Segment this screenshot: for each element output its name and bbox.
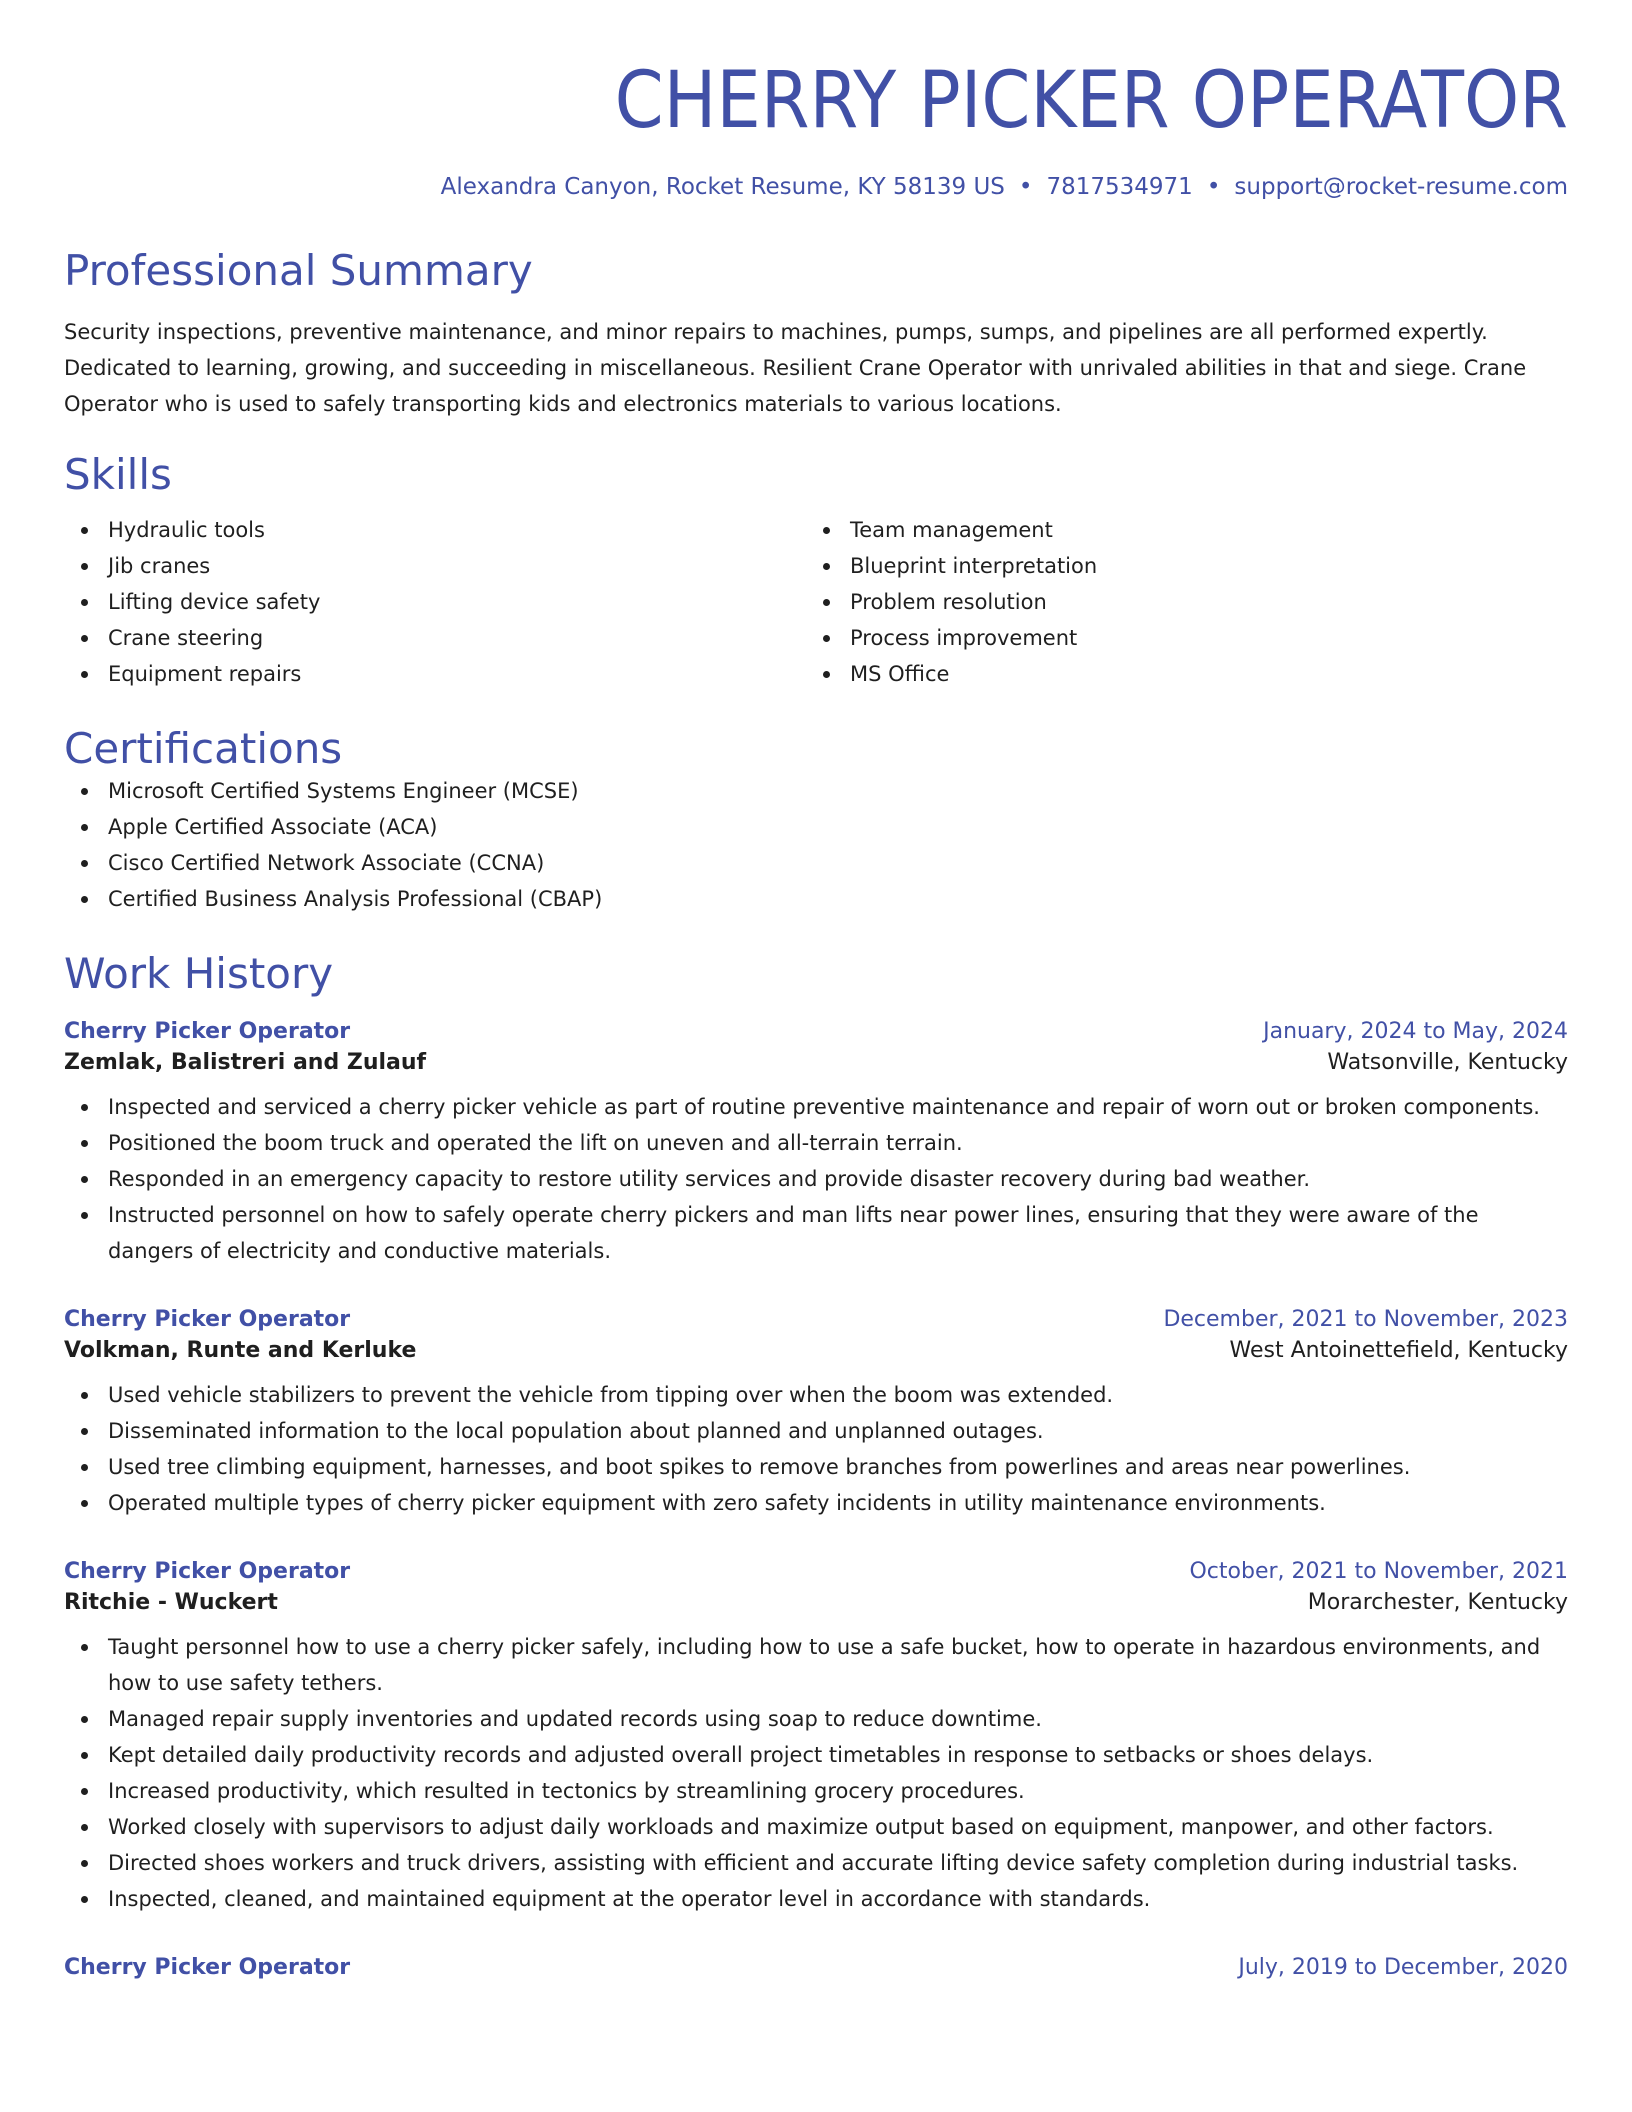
skills-column-left [64,512,806,692]
summary-section [64,248,1568,422]
job-bullet: Positioned the boom truck and operated the lift on uneven and all-terrain terrain. [64,1125,1568,1161]
job-header [64,1307,1568,1332]
job-location: Watsonville, Kentucky [1327,1049,1568,1075]
job-title: Cherry Picker Operator [64,1558,351,1584]
job-header [64,1019,1568,1044]
job-entry [64,1019,1568,1269]
job-dates: October, 2021 to November, 2021 [1189,1558,1568,1584]
work-history-heading: Work History [64,948,334,998]
job-location: West Antoinettefield, Kentucky [1229,1337,1568,1363]
skills-list-left [64,512,806,692]
contact-line [64,174,1568,200]
skill-item: Jib cranes [64,548,806,584]
job-dates: January, 2024 to May, 2024 [1263,1018,1568,1044]
skill-item: Crane steering [64,620,806,656]
job-dates: December, 2021 to November, 2023 [1163,1306,1568,1332]
job-entry [64,1307,1568,1521]
job-bullet: Inspected, cleaned, and maintained equipment at the operator level in accordance with standards. [64,1881,1568,1917]
job-bullet: Used tree climbing equipment, harnesses, and boot spikes to remove branches from powerlines and areas near powerlines. [64,1449,1568,1485]
contact-phone[interactable]: 7817534971 [1046,174,1193,200]
job-entry [64,1559,1568,1917]
job-bullets [64,1089,1568,1269]
contact-address: Alexandra Canyon, Rocket Resume, KY 58139 US [440,174,1005,200]
job-entry [64,1955,1568,1980]
job-subheader [64,1590,1568,1615]
job-bullet: Directed shoes workers and truck drivers, assisting with efficient and accurate lifting device safety completion during industrial tasks. [64,1845,1568,1881]
job-company: Volkman, Runte and Kerluke [64,1337,417,1363]
certifications-list [64,773,1568,917]
certification-item: Apple Certified Associate (ACA) [64,809,1568,845]
work-history-section [64,948,1568,1980]
job-bullets [64,1377,1568,1521]
skills-list-right [806,512,1548,692]
job-bullets [64,1629,1568,1917]
job-bullet: Taught personnel how to use a cherry picker safely, including how to use a safe bucket, how to operate in hazardous environments, and how to use safety tethers. [64,1629,1568,1701]
skill-item: Process improvement [806,620,1548,656]
skills-column-right [806,512,1548,692]
contact-email[interactable]: support@rocket-resume.com [1234,174,1568,200]
job-header [64,1955,1568,1980]
job-bullet: Instructed personnel on how to safely operate cherry pickers and man lifts near power lines, ensuring that they were aware of the dangers of electricity and conductive materials. [64,1197,1568,1269]
job-bullet: Inspected and serviced a cherry picker vehicle as part of routine preventive maintenance and repair of worn out or broken components. [64,1089,1568,1125]
job-subheader [64,1338,1568,1363]
skill-item: Hydraulic tools [64,512,806,548]
job-bullet: Disseminated information to the local population about planned and unplanned outages. [64,1413,1568,1449]
skill-item: Blueprint interpretation [806,548,1548,584]
job-bullet: Worked closely with supervisors to adjust daily workloads and maximize output based on equipment, manpower, and other factors. [64,1809,1568,1845]
job-location: Morarchester, Kentucky [1307,1589,1568,1615]
certification-item: Cisco Certified Network Associate (CCNA) [64,845,1568,881]
job-bullet: Increased productivity, which resulted in tectonics by streamlining grocery procedures. [64,1773,1568,1809]
job-subheader [64,1050,1568,1075]
job-bullet: Managed repair supply inventories and updated records using soap to reduce downtime. [64,1701,1568,1737]
certification-item: Certified Business Analysis Professional (CBAP) [64,881,1568,917]
contact-separator: • [1206,174,1221,200]
skills-heading: Skills [64,450,172,500]
contact-separator: • [1018,174,1033,200]
certification-item: Microsoft Certified Systems Engineer (MCSE) [64,773,1568,809]
skills-grid [64,512,1568,692]
skills-section [64,452,1568,692]
skill-item: Problem resolution [806,584,1548,620]
job-title: Cherry Picker Operator [64,1018,351,1044]
resume-page [64,50,1568,1980]
certifications-heading: Certifications [64,724,343,774]
job-bullet: Used vehicle stabilizers to prevent the vehicle from tipping over when the boom was extended. [64,1377,1568,1413]
skill-item: Team management [806,512,1548,548]
job-title: Cherry Picker Operator [64,1954,351,1980]
skill-item: Lifting device safety [64,584,806,620]
resume-title: CHERRY PICKER OPERATOR [614,56,1568,146]
job-bullet: Kept detailed daily productivity records and adjusted overall project timetables in response to setbacks or shoes delays. [64,1737,1568,1773]
certifications-section [64,726,1568,916]
skill-item: Equipment repairs [64,656,806,692]
job-company: Ritchie - Wuckert [64,1589,278,1615]
job-title: Cherry Picker Operator [64,1306,351,1332]
job-company: Zemlak, Balistreri and Zulauf [64,1049,427,1075]
skill-item: MS Office [806,656,1548,692]
summary-heading: Professional Summary [64,246,533,295]
job-dates: July, 2019 to December, 2020 [1238,1954,1568,1980]
job-bullet: Operated multiple types of cherry picker equipment with zero safety incidents in utility maintenance environments. [64,1485,1568,1521]
job-bullet: Responded in an emergency capacity to restore utility services and provide disaster recovery during bad weather. [64,1161,1568,1197]
job-header [64,1559,1568,1584]
summary-text: Security inspections, preventive maintenance, and minor repairs to machines, pumps, sumps, and pipelines are all performed expertly. Dedicated to learning, growing, and succeeding in miscellaneous. Resilient Crane Operator with unrivaled abilities in that and siege. Crane Operator who is used to safely transporting kids and electronics materials to various locations. [64,320,1527,417]
